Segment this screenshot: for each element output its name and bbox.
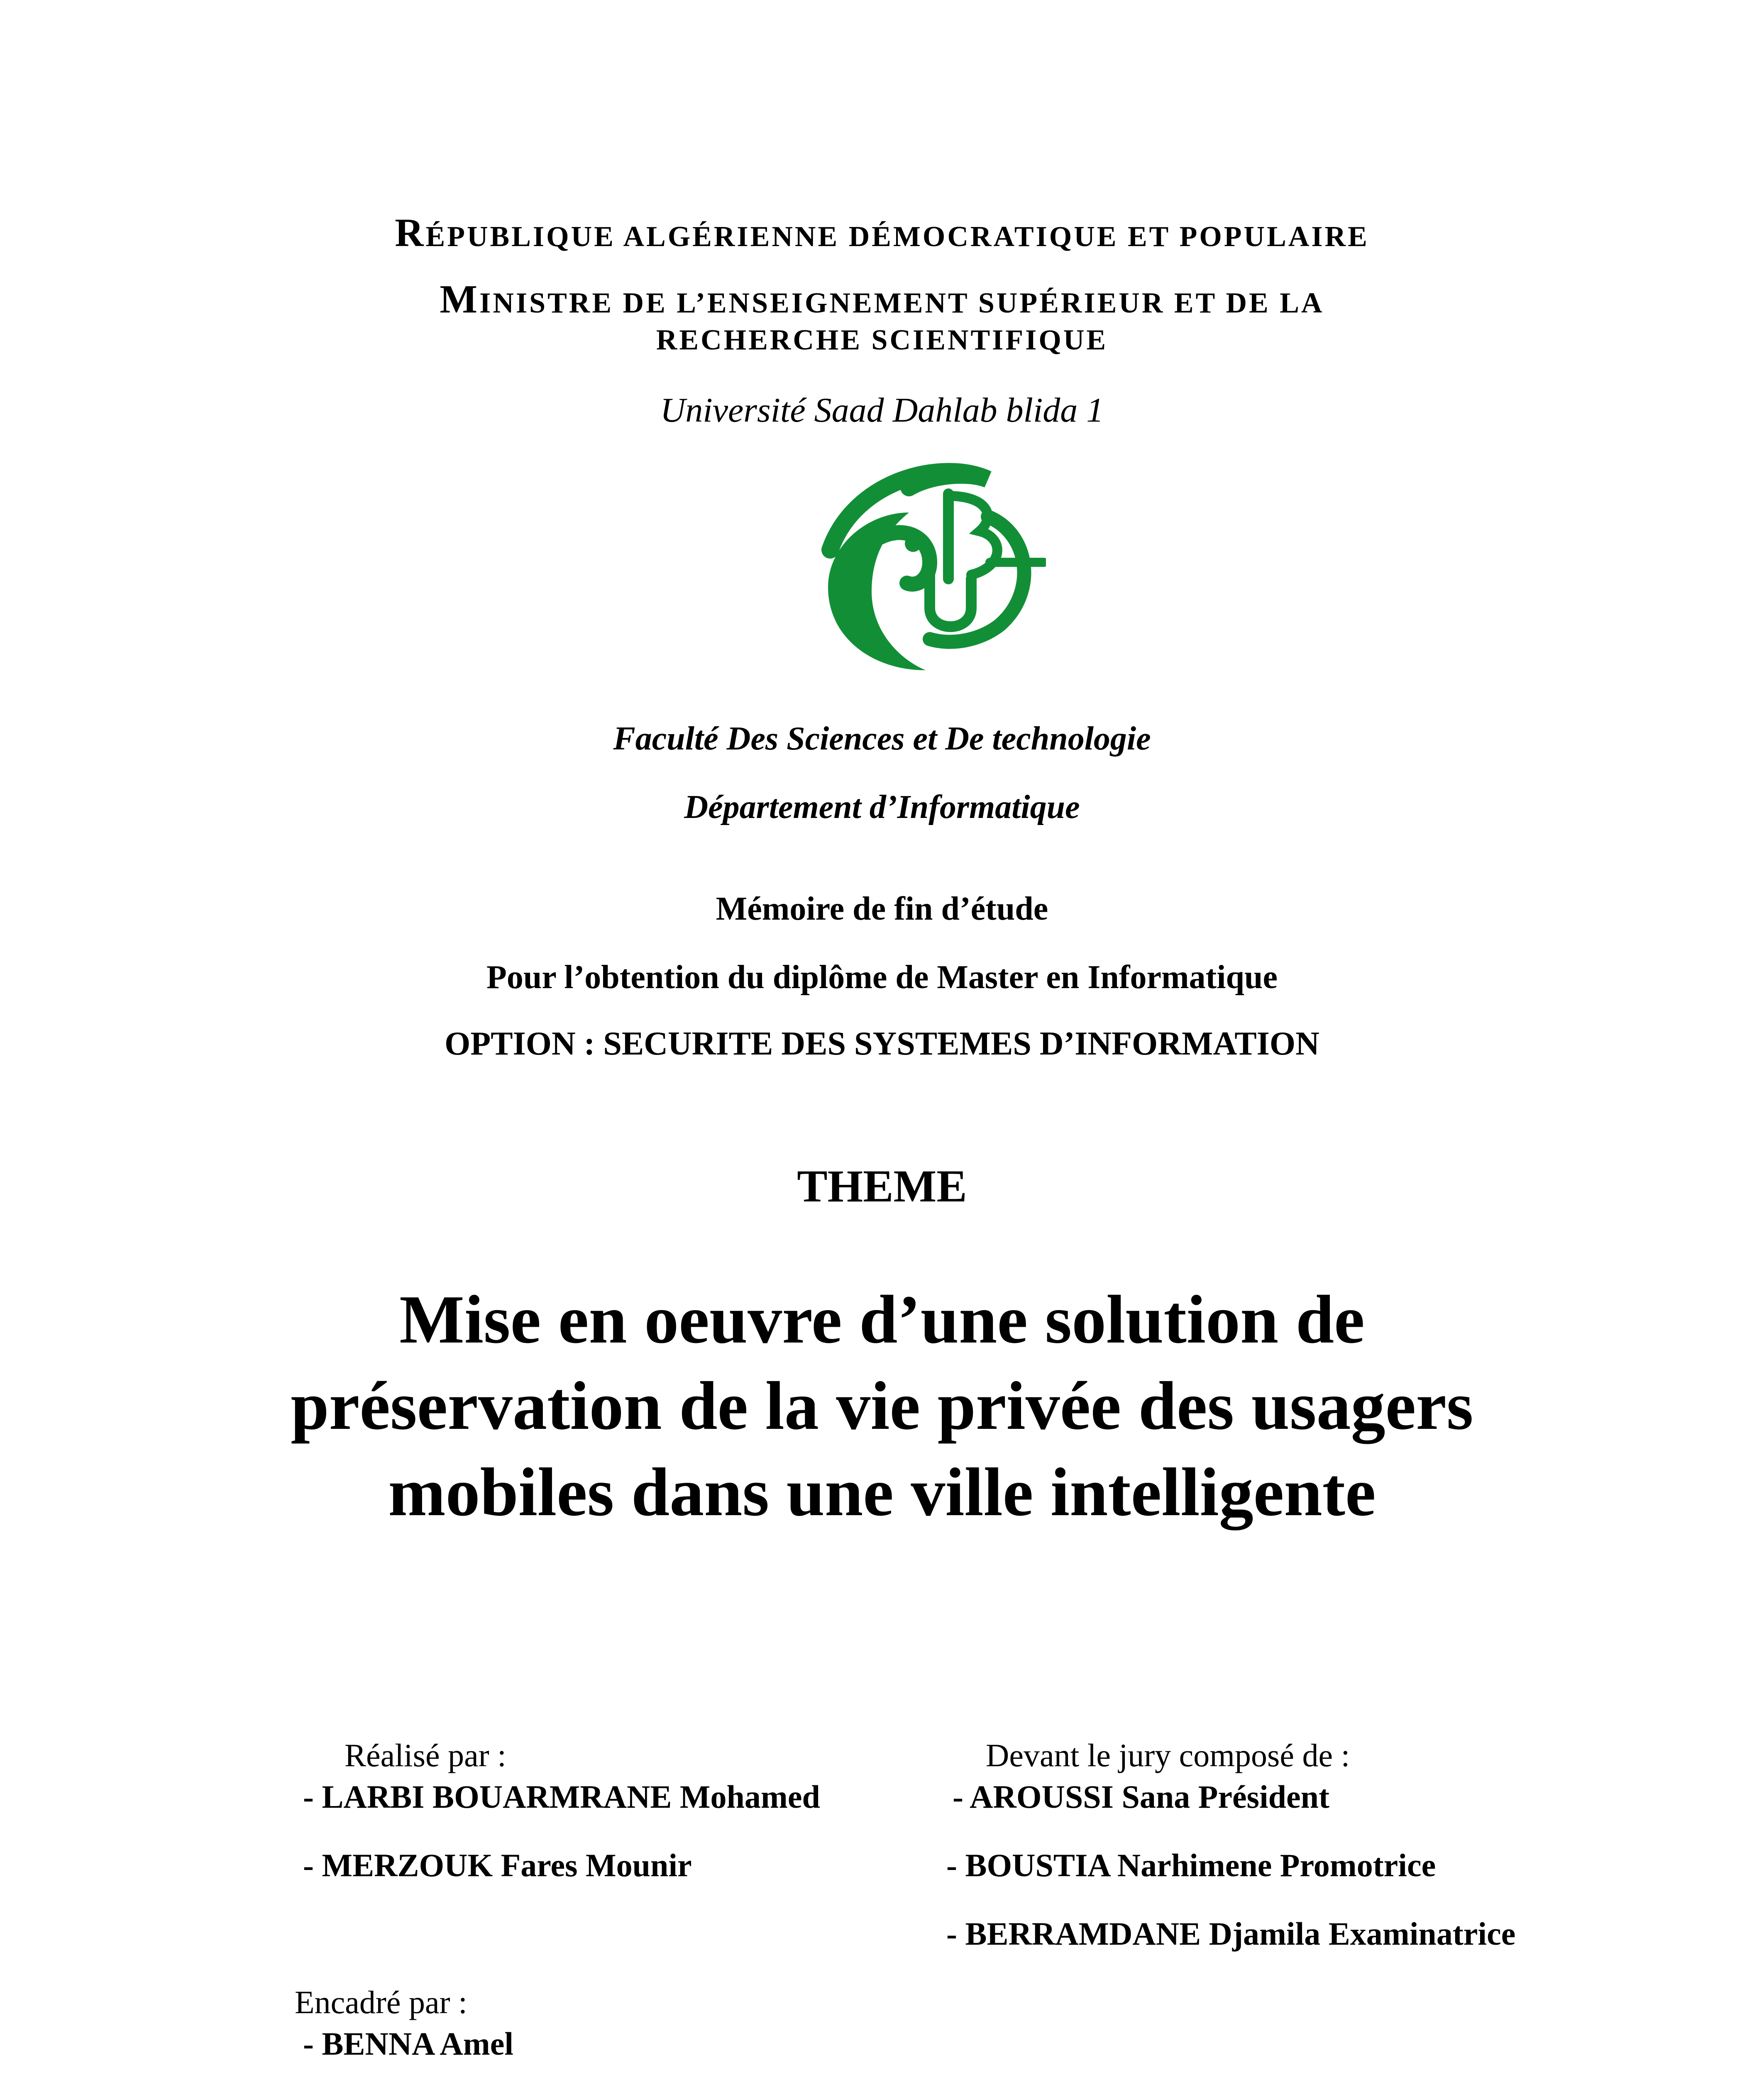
author-1: - LARBI BOUARMRANE Mohamed — [303, 1779, 820, 1815]
thesis-title-line-2: préservation de la vie privée des usagers — [291, 1367, 1473, 1444]
ministry-initial: M — [440, 277, 480, 321]
jury-member-2: - BOUSTIA Narhimene Promotrice — [946, 1847, 1436, 1883]
country-initial: R — [395, 210, 426, 255]
option-line: OPTION : SECURITE DES SYSTEMES D’INFORMATION — [445, 1025, 1319, 1062]
supervisors-label: Encadré par : — [295, 1984, 467, 2020]
faculty-name: Faculté Des Sciences et De technologie — [613, 720, 1151, 757]
authors-label: Réalisé par : — [344, 1737, 506, 1773]
diploma-line: Pour l’obtention du diplôme de Master en Informatique — [486, 959, 1278, 996]
ministry-rest: INISTRE DE L’ENSEIGNEMENT SUPÉRIEUR ET DE LA — [479, 287, 1324, 319]
memoire-label: Mémoire de fin d’étude — [716, 891, 1048, 927]
thesis-title-line-3: mobiles dans une ville intelligente — [388, 1454, 1376, 1530]
country-heading — [0, 210, 1764, 256]
ministry-heading-line2: RECHERCHE SCIENTIFIQUE — [656, 324, 1108, 356]
country-rest: ÉPUBLIQUE ALGÉRIENNE DÉMOCRATIQUE ET POPULAIRE — [425, 221, 1369, 253]
university-name: Université Saad Dahlab blida 1 — [660, 391, 1104, 430]
supervisor-1: - BENNA Amel — [303, 2026, 513, 2062]
author-2: - MERZOUK Fares Mounir — [303, 1847, 692, 1883]
theme-label: THEME — [797, 1161, 967, 1211]
jury-member-3: - BERRAMDANE Djamila Examinatrice — [946, 1916, 1516, 1952]
jury-label: Devant le jury composé de : — [986, 1737, 1350, 1773]
ministry-heading — [0, 276, 1764, 322]
thesis-title-line-1: Mise en oeuvre d’une solution de — [399, 1281, 1365, 1357]
jury-member-1: - AROUSSI Sana Président — [953, 1779, 1329, 1815]
university-logo-icon — [805, 454, 1046, 679]
department-name: Département d’Informatique — [684, 789, 1080, 825]
